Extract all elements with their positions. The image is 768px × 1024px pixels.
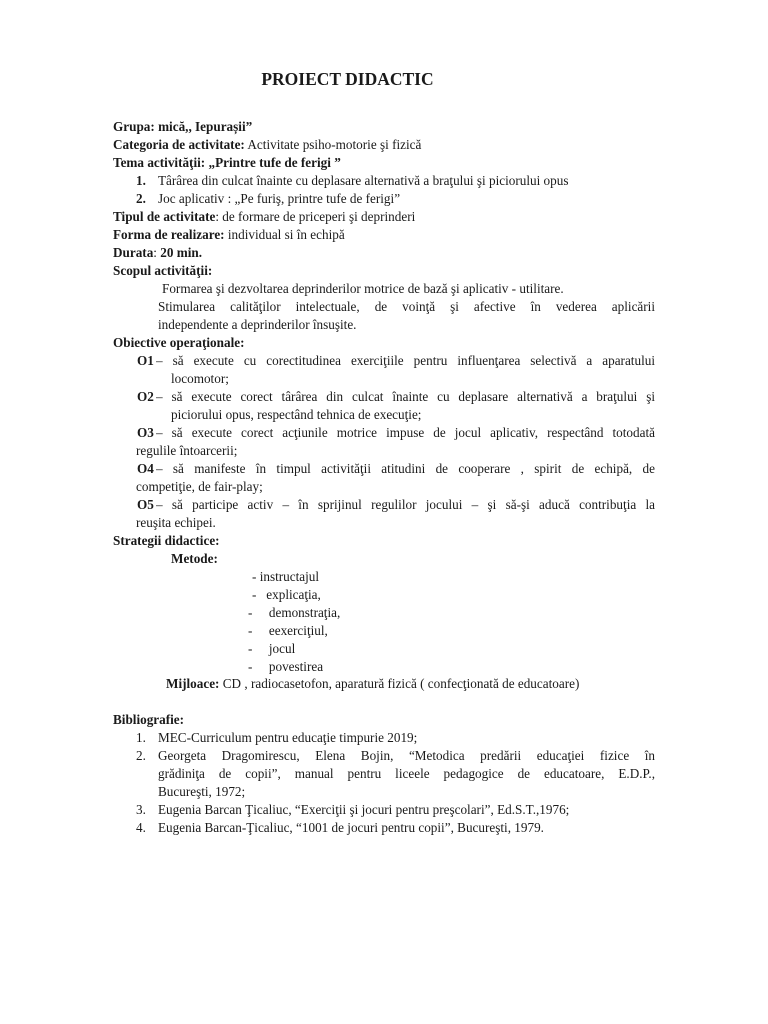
obiectiv-text: – să manifeste în timpul activităţii atitudini de cooperare , spirit de echipă, de xyxy=(156,461,655,476)
categoria-value: Activitate psiho-motorie şi fizică xyxy=(247,137,422,152)
mijloace-line xyxy=(166,675,579,693)
metoda-item: - eexerciţiul, xyxy=(248,623,328,638)
obiectiv-text: – să execute cu corectitudinea exerciţiile pentru influenţarea selectivă a aparatului xyxy=(156,353,655,368)
obiectiv-text-cont: piciorului opus, respectând tehnica de execuţie; xyxy=(171,407,422,422)
bib-num: 1. xyxy=(136,730,146,745)
obiectiv-text-cont: competiţie, de fair-play; xyxy=(136,479,263,494)
bib-entry-cont: grădiniţa de copii”, manual pentru liceele pedagogice de educatoare, E.D.P., xyxy=(158,766,655,781)
bib-entry-cont: Bucureşti, 1972; xyxy=(158,784,246,799)
forma-label: Forma de realizare: xyxy=(113,227,225,242)
tema-item-1-text: Târârea din culcat înainte cu deplasare alternativă a braţului şi piciorului opus xyxy=(158,173,569,188)
obiectiv-text: – să participe activ – în sprijinul regulilor jocului – şi să-şi aducă contribuţia la xyxy=(156,497,655,512)
grupa-value: mică,, Iepurașii” xyxy=(158,119,253,134)
metoda-item: - explicaţia, xyxy=(252,587,321,602)
obiectiv-text-cont: regulile întoarcerii; xyxy=(136,443,238,458)
durata-label: Durata xyxy=(113,245,154,260)
durata-line xyxy=(113,244,202,262)
tipul-label: Tipul de activitate xyxy=(113,209,216,224)
bib-entry: Georgeta Dragomirescu, Elena Bojin, “Metodica predării educaţiei fizice în xyxy=(158,748,655,763)
tema-line xyxy=(113,154,341,172)
obiectiv-code: O4 xyxy=(137,461,154,476)
bib-entry: Eugenia Barcan Ţicaliuc, “Exerciţii şi jocuri pentru preşcolari”, Ed.S.T.,1976; xyxy=(158,802,570,817)
document-title: PROIECT DIDACTIC xyxy=(261,69,434,89)
metoda-item: - instructajul xyxy=(252,569,320,584)
tema-value: „Printre tufe de ferigi ” xyxy=(208,155,341,170)
bib-num: 4. xyxy=(136,820,146,835)
tema-item-1-num: 1. xyxy=(136,173,146,188)
grupa-line xyxy=(113,118,252,136)
obiectiv-text-cont: reuşita echipei. xyxy=(136,515,216,530)
forma-line xyxy=(113,226,345,244)
bib-entry: Eugenia Barcan-Ţicaliuc, “1001 de jocuri pentru copii”, Bucureşti, 1979. xyxy=(158,820,544,835)
forma-value: individual si în echipă xyxy=(227,227,345,242)
obiective-label: Obiective operaţionale: xyxy=(113,335,245,350)
mijloace-value: CD , radiocasetofon, aparatură fizică ( confecţionată de educatoare) xyxy=(222,676,580,691)
obiectiv-code: O1 xyxy=(137,353,154,368)
tema-item-2-text: Joc aplicativ : „Pe furiş, printre tufe de ferigi” xyxy=(158,191,401,206)
grupa-label: Grupa: xyxy=(113,119,155,134)
tema-item-2-num: 2. xyxy=(136,191,146,206)
obiectiv-code: O2 xyxy=(137,389,154,404)
strategii-label: Strategii didactice: xyxy=(113,533,220,548)
metoda-item: - povestirea xyxy=(248,659,324,674)
categoria-label: Categoria de activitate: xyxy=(113,137,245,152)
scopul-line-1: Formarea şi dezvoltarea deprinderilor motrice de bază şi aplicativ - utilitare. xyxy=(162,281,564,296)
obiectiv-code: O3 xyxy=(137,425,154,440)
categoria-line xyxy=(113,136,421,154)
bib-entry: MEC-Curriculum pentru educaţie timpurie 2019; xyxy=(158,730,418,745)
scopul-line-3: independente a deprinderilor însuşite. xyxy=(158,317,357,332)
bibliografie-label: Bibliografie: xyxy=(113,712,185,727)
metoda-item: - jocul xyxy=(248,641,296,656)
metoda-item: - demonstraţia, xyxy=(248,605,341,620)
bib-num: 3. xyxy=(136,802,146,817)
bib-num: 2. xyxy=(136,748,146,763)
tema-label: Tema activităţii: xyxy=(113,155,206,170)
mijloace-label: Mijloace: xyxy=(166,676,220,691)
tipul-value: : de formare de priceperi şi deprinderi xyxy=(215,209,416,224)
tipul-line xyxy=(113,208,415,226)
obiectiv-text-cont: locomotor; xyxy=(171,371,229,386)
durata-value: 20 min. xyxy=(160,245,203,260)
obiectiv-code: O5 xyxy=(137,497,154,512)
obiectiv-text: – să execute corect târârea din culcat înainte cu deplasare alternativă a braţului şi xyxy=(156,389,655,404)
scopul-line-2: Stimularea calităţilor intelectuale, de voinţă şi afective în vederea aplicării xyxy=(158,299,655,314)
durata-colon: : xyxy=(153,245,157,260)
obiectiv-text: – să execute corect acţiunile motrice impuse de jocul aplicativ, respectând totodată xyxy=(156,425,655,440)
scopul-label: Scopul activităţii: xyxy=(113,263,213,278)
metode-label: Metode: xyxy=(171,551,218,566)
